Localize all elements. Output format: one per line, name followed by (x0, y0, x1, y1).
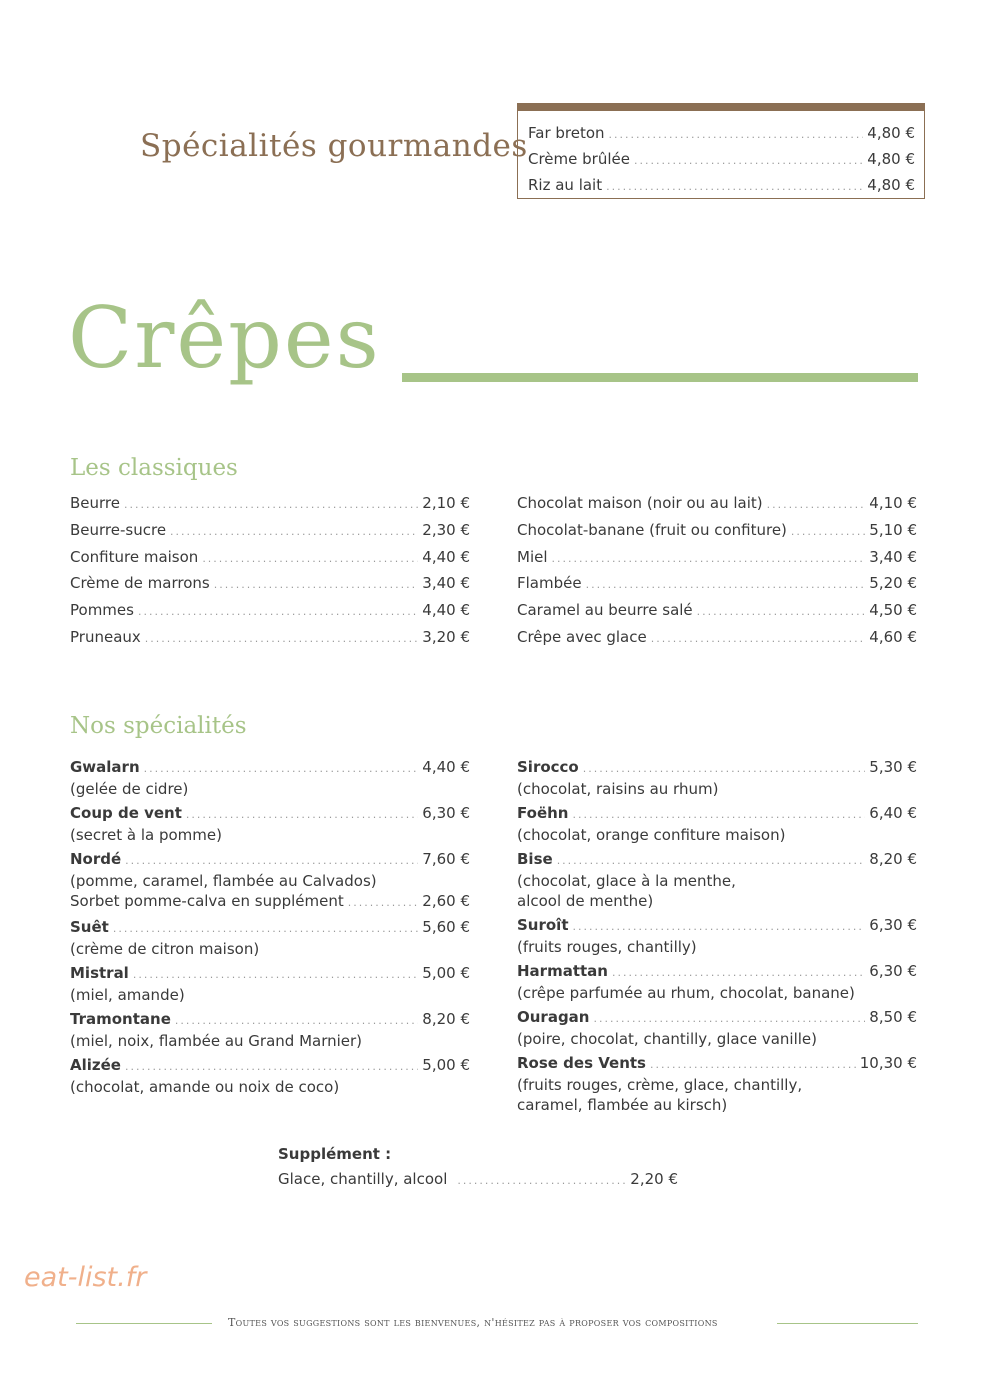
item-description: (secret à la pomme) (70, 826, 222, 844)
item-name: Nordé (70, 850, 122, 868)
specialty-header (70, 963, 470, 985)
item-description: caramel, flambée au kirsch) (517, 1096, 728, 1114)
item-price: 4,40 € (422, 758, 470, 776)
footer-rule-right (777, 1323, 918, 1324)
item-price: 3,20 € (422, 627, 470, 646)
item-price: 4,80 € (867, 150, 915, 168)
item-price: 6,30 € (869, 916, 917, 934)
specialty-header (70, 849, 470, 871)
specialty-entry (70, 757, 470, 799)
item-name: Crème brûlée (528, 150, 630, 168)
dot-leader (612, 963, 865, 983)
item-name: Crêpe avec glace (517, 627, 647, 646)
item-price: 5,00 € (422, 1056, 470, 1074)
item-price: 3,40 € (422, 574, 470, 593)
specialty-entry (517, 849, 917, 911)
item-price: 4,10 € (869, 494, 917, 512)
item-price: 4,40 € (422, 547, 470, 566)
item-name: Bise (517, 850, 553, 868)
item-name: Rose des Vents (517, 1054, 646, 1072)
dot-leader (145, 629, 419, 649)
menu-item (517, 547, 917, 569)
dot-leader (650, 1055, 856, 1075)
specialty-entry (517, 1007, 917, 1049)
menu-item (278, 1169, 678, 1191)
classiques-left-column (70, 493, 470, 654)
supplement-title: Supplément : (278, 1145, 392, 1163)
specialty-entry (70, 803, 470, 845)
menu-item (70, 520, 470, 542)
item-name: Sorbet pomme-calva en supplément (70, 892, 344, 910)
footer-rule-left (76, 1323, 212, 1324)
specialty-header (70, 757, 470, 779)
item-price: 5,30 € (869, 758, 917, 776)
dot-leader (552, 549, 866, 569)
item-description: (gelée de cidre) (70, 780, 189, 798)
menu-item (517, 600, 917, 622)
dot-leader (606, 177, 863, 197)
menu-item (517, 520, 917, 542)
item-description: (fruits rouges, crème, glace, chantilly, (517, 1076, 803, 1094)
menu-item (70, 573, 470, 595)
item-description: (crêpe parfumée au rhum, chocolat, banane) (517, 984, 855, 1002)
item-name: Beurre-sucre (70, 520, 167, 539)
item-name: Alizée (70, 1056, 121, 1074)
item-price: 4,60 € (869, 627, 917, 646)
item-price: 2,10 € (422, 494, 470, 512)
item-price: 2,20 € (630, 1170, 678, 1188)
menu-item (70, 493, 470, 515)
specialty-header (517, 1007, 917, 1029)
item-name: Gwalarn (70, 758, 140, 776)
dot-leader (125, 851, 418, 871)
item-price: 4,80 € (867, 124, 915, 142)
item-price: 5,00 € (422, 964, 470, 982)
item-description: (chocolat, raisins au rhum) (517, 780, 719, 798)
specialty-header (70, 917, 470, 939)
item-name: Crème de marrons (70, 574, 210, 593)
item-price: 6,30 € (869, 962, 917, 980)
menu-item (70, 547, 470, 569)
item-description: (chocolat, glace à la menthe, (517, 872, 736, 890)
specialites-right-column (517, 757, 917, 1119)
item-name: Mistral (70, 964, 129, 982)
watermark-text: eat-list.fr (24, 1262, 147, 1293)
gourmandes-title: Spécialités gourmandes (140, 128, 528, 164)
item-price: 5,20 € (869, 574, 917, 593)
dot-leader (651, 629, 866, 649)
dot-leader (124, 495, 418, 515)
specialty-header (517, 1053, 917, 1075)
specialty-header (70, 1055, 470, 1077)
item-name: Caramel au beurre salé (517, 601, 693, 620)
item-price: 10,30 € (859, 1054, 917, 1072)
dot-leader (125, 1057, 418, 1077)
gourmandes-box (517, 103, 925, 199)
dot-leader (175, 1011, 418, 1031)
dot-leader (170, 522, 418, 542)
specialty-entry (517, 757, 917, 799)
item-name: Coup de vent (70, 804, 182, 822)
specialty-header (70, 1009, 470, 1031)
specialty-header (517, 961, 917, 983)
item-price: 5,10 € (869, 520, 917, 539)
specialites-left-column (70, 757, 470, 1101)
dot-leader (348, 893, 419, 913)
item-name: Sirocco (517, 758, 579, 776)
item-price: 6,40 € (869, 804, 917, 822)
dot-leader (583, 759, 866, 779)
specialty-header (517, 757, 917, 779)
item-price: 4,50 € (869, 601, 917, 620)
item-description: (pomme, caramel, flambée au Calvados) (70, 872, 377, 890)
dot-leader (634, 151, 863, 171)
specialty-entry (517, 803, 917, 845)
specialty-header (517, 803, 917, 825)
item-name: Pommes (70, 601, 134, 620)
item-name: Flambée (517, 574, 582, 593)
item-price: 3,40 € (869, 547, 917, 566)
item-price: 4,40 € (422, 601, 470, 620)
dot-leader (144, 759, 419, 779)
item-description: (miel, amande) (70, 986, 185, 1004)
crepes-title: Crêpes (68, 289, 381, 387)
dot-leader (697, 602, 866, 622)
item-description: (chocolat, amande ou noix de coco) (70, 1078, 340, 1096)
item-price: 8,50 € (869, 1008, 917, 1026)
item-name: Foëhn (517, 804, 569, 822)
item-description: (poire, chocolat, chantilly, glace vanille) (517, 1030, 817, 1048)
item-name: Tramontane (70, 1010, 171, 1028)
specialty-entry (70, 849, 470, 913)
dot-leader (133, 965, 418, 985)
item-description: (chocolat, orange confiture maison) (517, 826, 786, 844)
item-price: 6,30 € (422, 804, 470, 822)
menu-item (528, 123, 915, 145)
specialty-entry (70, 917, 470, 959)
dot-leader (573, 917, 866, 937)
item-price: 8,20 € (422, 1010, 470, 1028)
item-price: 7,60 € (422, 850, 470, 868)
specialites-title: Nos spécialités (70, 713, 247, 739)
specialty-entry (517, 1053, 917, 1115)
specialty-entry (517, 961, 917, 1003)
item-price: 8,20 € (869, 850, 917, 868)
item-name: Confiture maison (70, 547, 199, 566)
dot-leader (138, 602, 418, 622)
dot-leader (202, 549, 418, 569)
item-name: Far breton (528, 124, 605, 142)
specialty-header (517, 915, 917, 937)
menu-item (517, 627, 917, 649)
specialty-entry (70, 1009, 470, 1051)
item-name: Riz au lait (528, 176, 603, 194)
dot-leader (572, 805, 865, 825)
item-name: Miel (517, 547, 548, 566)
item-price: 2,30 € (422, 520, 470, 539)
item-name: Glace, chantilly, alcool (278, 1170, 448, 1188)
item-name: Chocolat-banane (fruit ou confiture) (517, 520, 787, 539)
item-name: Ouragan (517, 1008, 590, 1026)
menu-item (70, 627, 470, 649)
item-price: 4,80 € (867, 176, 915, 194)
dot-leader (767, 495, 866, 515)
specialty-header (70, 803, 470, 825)
menu-item (517, 573, 917, 595)
dot-leader (791, 522, 865, 542)
supplement-block (278, 1144, 678, 1191)
item-name: Pruneaux (70, 627, 141, 646)
menu-item (528, 149, 915, 171)
dot-leader (594, 1009, 866, 1029)
menu-item (70, 600, 470, 622)
item-description: (miel, noix, flambée au Grand Marnier) (70, 1032, 363, 1050)
specialty-header (517, 849, 917, 871)
crepes-title-rule (402, 373, 918, 382)
item-name: Suêt (70, 918, 109, 936)
dot-leader (457, 1171, 626, 1191)
classiques-right-column (517, 493, 917, 654)
dot-leader (186, 805, 418, 825)
dot-leader (586, 575, 866, 595)
supplement-row (70, 891, 470, 913)
footer-text: Toutes vos suggestions sont les bienvenues, n'hésitez pas à proposer vos compositions (228, 1316, 718, 1329)
item-description: (crème de citron maison) (70, 940, 260, 958)
item-description: alcool de menthe) (517, 892, 654, 910)
item-name: Suroît (517, 916, 569, 934)
classiques-title: Les classiques (70, 455, 238, 481)
specialty-entry (70, 1055, 470, 1097)
item-price: 2,60 € (422, 892, 470, 910)
menu-item (517, 493, 917, 515)
dot-leader (609, 125, 864, 145)
dot-leader (557, 851, 866, 871)
item-name: Chocolat maison (noir ou au lait) (517, 494, 763, 512)
item-name: Harmattan (517, 962, 608, 980)
specialty-entry (70, 963, 470, 1005)
item-description: (fruits rouges, chantilly) (517, 938, 697, 956)
menu-item (528, 175, 915, 197)
item-price: 5,60 € (422, 918, 470, 936)
specialty-entry (517, 915, 917, 957)
item-name: Beurre (70, 494, 120, 512)
dot-leader (113, 919, 418, 939)
dot-leader (214, 575, 419, 595)
